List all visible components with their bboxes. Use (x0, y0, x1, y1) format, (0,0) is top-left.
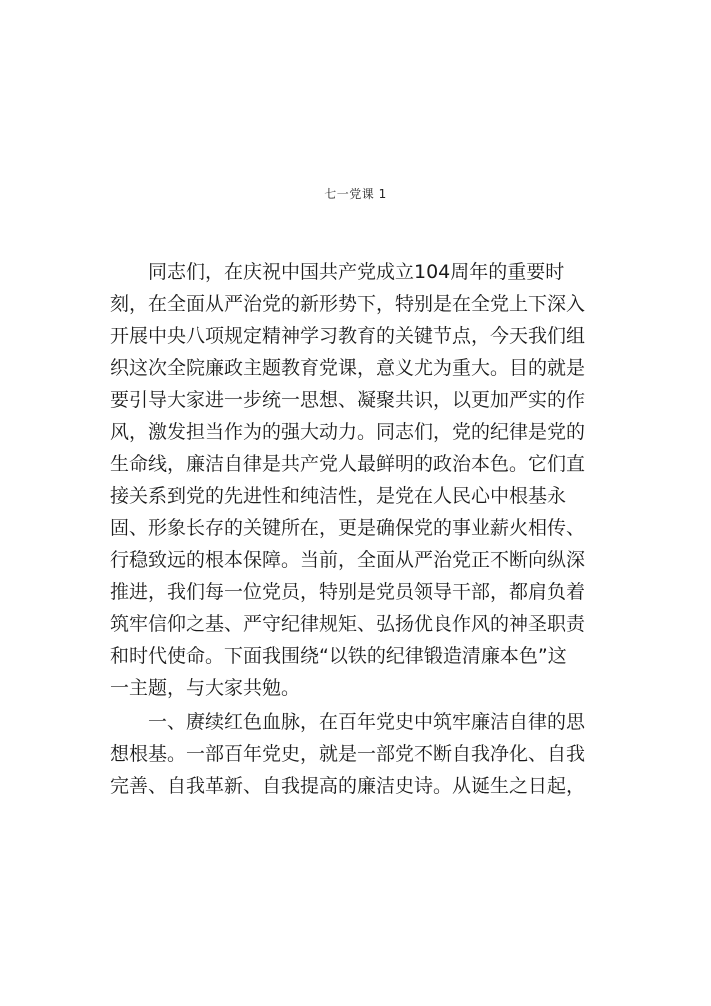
paragraph-line: 生命线，廉洁自律是共产党人最鲜明的政治本色。它们直 (110, 453, 586, 475)
paragraph-line: 一、赓续红色血脉，在百年党史中筑牢廉洁自律的思 (148, 711, 586, 733)
paragraph-line: 和时代使命。下面我围绕“以铁的纪律锻造清廉本色”这 (110, 645, 567, 667)
document-title: 七一党课 1 (324, 187, 387, 201)
paragraph-line: 同志们，在庆祝中国共产党成立104周年的重要时 (148, 261, 565, 283)
paragraph-line: 筑牢信仰之基、严守纪律规矩、弘扬优良作风的神圣职责 (110, 613, 586, 635)
paragraph-line: 行稳致远的根本保障。当前，全面从严治党正不断向纵深 (110, 549, 586, 571)
paragraph-line: 推进，我们每一位党员，特别是党员领导干部，都肩负着 (110, 581, 586, 603)
paragraph-line: 接关系到党的先进性和纯洁性，是党在人民心中根基永 (110, 485, 567, 507)
paragraph-2 (110, 706, 602, 802)
paragraph-1 (110, 256, 602, 704)
paragraph-line: 想根基。一部百年党史，就是一部党不断自我净化、自我 (110, 743, 586, 765)
paragraph-line: 织这次全院廉政主题教育党课，意义尤为重大。目的就是 (110, 357, 586, 379)
paragraph-line: 完善、自我革新、自我提高的廉洁史诗。从诞生之日起， (110, 775, 586, 797)
paragraph-line: 刻，在全面从严治党的新形势下，特别是在全党上下深入 (110, 293, 586, 315)
paragraph-line: 要引导大家进一步统一思想、凝聚共识，以更加严实的作 (110, 389, 586, 411)
paragraph-line: 固、形象长存的关键所在，更是确保党的事业薪火相传、 (110, 517, 586, 539)
paragraph-line: 风，激发担当作为的强大动力。同志们，党的纪律是党的 (110, 421, 586, 443)
paragraph-line: 一主题，与大家共勉。 (110, 677, 301, 699)
paragraph-line: 开展中央八项规定精神学习教育的关键节点，今天我们组 (110, 325, 586, 347)
